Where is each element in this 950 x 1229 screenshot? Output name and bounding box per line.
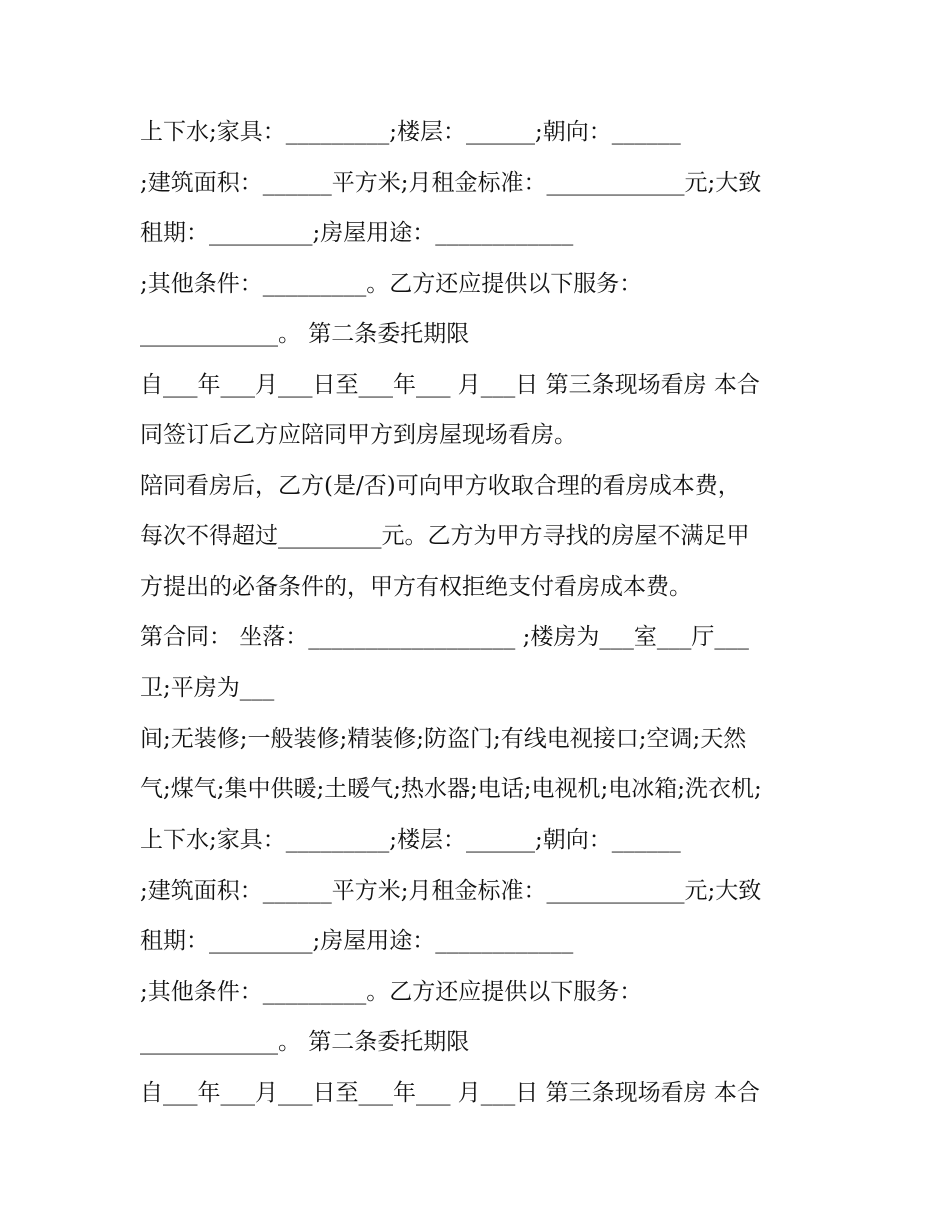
text-line: 每次不得超过_________元。乙方为甲方寻找的房屋不满足甲 <box>140 523 750 549</box>
text-line: ____________。 第二条委托期限 <box>140 321 470 347</box>
text-line: 方提出的必备条件的，甲方有权拒绝支付看房成本费。 <box>140 574 692 600</box>
text-line: 间;无装修;一般装修;精装修;防盗门;有线电视接口;空调;天然 <box>140 726 747 752</box>
text-line: 自___年___月___日至___年___ 月___日 第三条现场看房 本合 <box>140 372 760 398</box>
text-line: 租期：_________;房屋用途：____________ <box>140 928 574 954</box>
text-line: ;其他条件：_________。乙方还应提供以下服务： <box>140 979 643 1005</box>
text-line: 自___年___月___日至___年___ 月___日 第三条现场看房 本合 <box>140 1080 760 1106</box>
text-line: 第合同： 坐落：__________________ ;楼房为___室___厅___ <box>140 624 749 650</box>
text-line: ____________。 第二条委托期限 <box>140 1029 470 1055</box>
text-line: 气;煤气;集中供暖;土暖气;热水器;电话;电视机;电冰箱;洗衣机; <box>140 776 762 802</box>
text-line: 租期：_________;房屋用途：____________ <box>140 220 574 246</box>
text-line: ;建筑面积：______平方米;月租金标准：____________元;大致 <box>140 878 762 904</box>
text-line: 上下水;家具：_________;楼层：______;朝向：______ <box>140 827 681 853</box>
text-line: 上下水;家具：_________;楼层：______;朝向：______ <box>140 119 681 145</box>
text-line: 卫;平房为___ <box>140 675 275 701</box>
text-line: ;其他条件：_________。乙方还应提供以下服务： <box>140 271 643 297</box>
text-line: 陪同看房后，乙方(是/否)可向甲方收取合理的看房成本费， <box>140 473 741 499</box>
text-line: ;建筑面积：______平方米;月租金标准：____________元;大致 <box>140 170 762 196</box>
text-line: 同签订后乙方应陪同甲方到房屋现场看房。 <box>140 422 577 448</box>
